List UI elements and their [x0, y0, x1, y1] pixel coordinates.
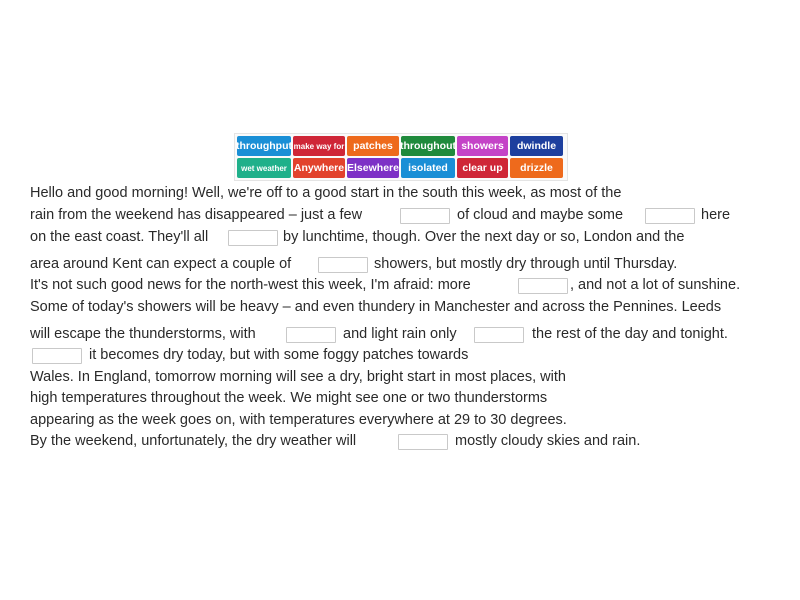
passage-line: will escape the thunderstorms, with	[30, 326, 256, 342]
passage-line: high temperatures throughout the week. We might see one or two thunderstorms	[30, 390, 548, 406]
word-tile[interactable]: throughout	[401, 136, 455, 156]
blank-gap-2[interactable]	[645, 208, 695, 224]
word-tile[interactable]: wet weather	[237, 158, 291, 178]
blank-gap-8[interactable]	[32, 348, 82, 364]
passage-line: and light rain only	[343, 326, 457, 342]
passage-line: appearing as the week goes on, with temperatures everywhere at 29 to 30 degrees.	[30, 412, 567, 428]
blank-gap-3[interactable]	[228, 230, 278, 246]
word-tile[interactable]: patches	[347, 136, 399, 156]
word-tile[interactable]: throughput	[237, 136, 291, 156]
word-tile[interactable]: dwindle	[510, 136, 563, 156]
word-tile[interactable]: Anywhere	[293, 158, 345, 178]
word-tile[interactable]: Elsewhere	[347, 158, 399, 178]
passage-line: here	[701, 207, 731, 223]
passage-line: mostly cloudy skies and rain.	[455, 433, 641, 449]
blank-gap-7[interactable]	[474, 327, 524, 343]
blank-gap-6[interactable]	[286, 327, 336, 343]
word-tile[interactable]: drizzle	[510, 158, 563, 178]
passage-line: Wales. In England, tomorrow morning will see a dry, bright start in most places, with	[30, 369, 566, 385]
passage-line: area around Kent can expect a couple of	[30, 256, 292, 272]
word-tile[interactable]: make way for	[293, 136, 345, 156]
blank-gap-1[interactable]	[400, 208, 450, 224]
passage-line: the rest of the day and tonight.	[532, 326, 728, 342]
passage-line: Some of today's showers will be heavy – and even thundery in Manchester and across the Pennines. Leeds	[30, 299, 722, 315]
passage-line: rain from the weekend has disappeared – just a few	[30, 207, 363, 223]
passage-line: showers, but mostly dry through until Thursday.	[374, 256, 678, 272]
passage-line: Hello and good morning! Well, we're off to a good start in the south this week, as most of the	[30, 185, 622, 201]
passage-line: It's not such good news for the north-west this week, I'm afraid: more	[30, 277, 471, 293]
word-bank	[234, 133, 568, 181]
passage-line: of cloud and maybe some	[457, 207, 624, 223]
blank-gap-9[interactable]	[398, 434, 448, 450]
passage-line: on the east coast. They'll all	[30, 229, 209, 245]
word-tile[interactable]: isolated	[401, 158, 455, 178]
passage-line: By the weekend, unfortunately, the dry weather will	[30, 433, 357, 449]
blank-gap-5[interactable]	[518, 278, 568, 294]
passage-line: it becomes dry today, but with some foggy patches towards	[89, 347, 469, 363]
blank-gap-4[interactable]	[318, 257, 368, 273]
passage-line: by lunchtime, though. Over the next day or so, London and the	[283, 229, 685, 245]
word-tile[interactable]: showers	[457, 136, 508, 156]
word-tile[interactable]: clear up	[457, 158, 508, 178]
passage-line: , and not a lot of sunshine.	[570, 277, 741, 293]
